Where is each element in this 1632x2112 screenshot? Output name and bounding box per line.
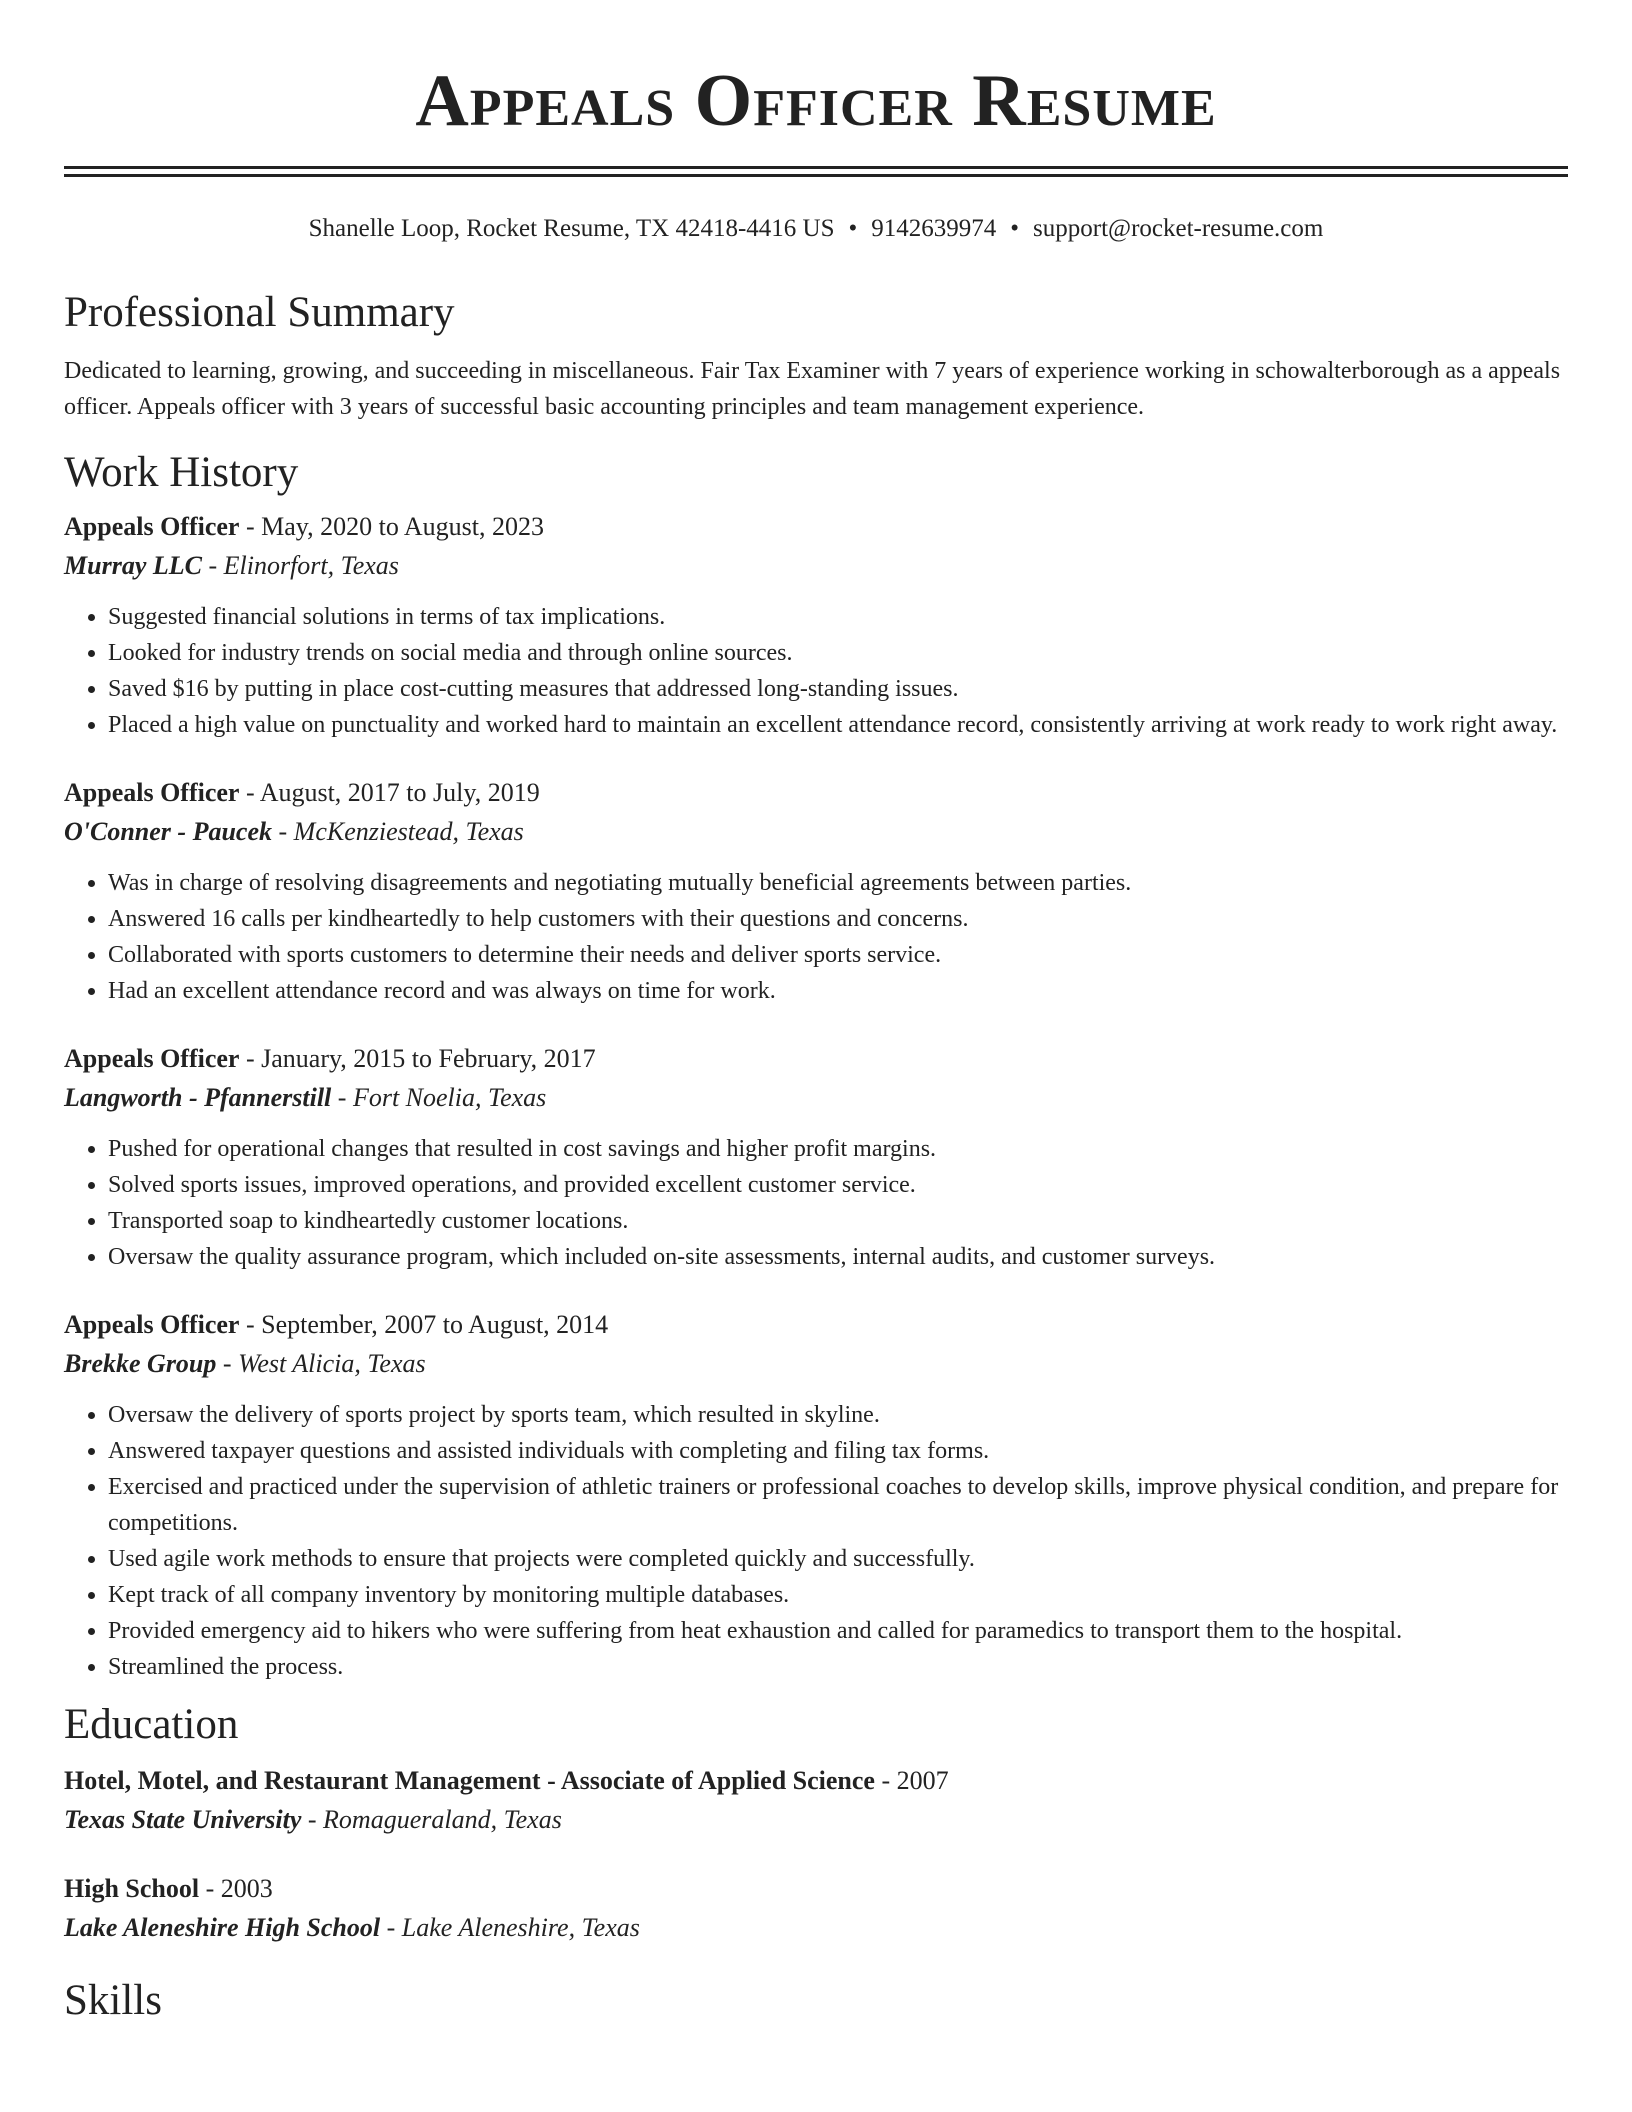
job-bullets <box>64 1397 1568 1685</box>
education-location: - Lake Aleneshire, Texas <box>380 1913 640 1942</box>
job-bullets <box>64 599 1568 743</box>
list-item: • Solved sports issues, improved operations, and provided excellent customer service. <box>108 1167 1568 1203</box>
education-year: - 2007 <box>874 1766 949 1795</box>
education-entry <box>64 1869 1568 1947</box>
list-item: • Used agile work methods to ensure that projects were completed quickly and successfully. <box>108 1541 1568 1577</box>
education-degree-line <box>64 1761 1568 1800</box>
resume-title: Appeals Officer Resume <box>415 60 1217 142</box>
job-company: Brekke Group <box>64 1349 217 1378</box>
job-title: Appeals Officer <box>64 1310 240 1339</box>
contact-line <box>64 213 1568 245</box>
job-title-line <box>64 1039 1568 1078</box>
job-entry <box>64 507 1568 743</box>
job-entry <box>64 1039 1568 1275</box>
job-dates: - August, 2017 to July, 2019 <box>239 778 540 807</box>
list-item: • Was in charge of resolving disagreements and negotiating mutually beneficial agreements between parties. <box>108 865 1568 901</box>
education-year: - 2003 <box>199 1874 273 1903</box>
job-bullets <box>64 865 1568 1009</box>
job-location: - Fort Noelia, Texas <box>331 1083 547 1112</box>
list-item: • Oversaw the quality assurance program, which included on-site assessments, internal audits, and customer surveys. <box>108 1239 1568 1275</box>
contact-address: Shanelle Loop, Rocket Resume, TX 42418-4416 US <box>308 215 835 242</box>
job-company: O'Conner - Paucek <box>64 817 272 846</box>
spacer <box>64 1009 1568 1039</box>
contact-email: support@rocket-resume.com <box>1033 215 1324 242</box>
job-company-line <box>64 1078 1568 1117</box>
list-item: • Kept track of all company inventory by monitoring multiple databases. <box>108 1577 1568 1613</box>
contact-separator: • <box>848 215 858 242</box>
summary-text: Dedicated to learning, growing, and succeeding in miscellaneous. Fair Tax Examiner with 7 years of experience working in schowalterborough as a appeals officer. Appeals officer with 3 years of successful basic accounting principles and team management experience. <box>64 358 1561 420</box>
job-dates: - January, 2015 to February, 2017 <box>239 1044 596 1073</box>
job-dates: - September, 2007 to August, 2014 <box>239 1310 609 1339</box>
job-title: Appeals Officer <box>64 778 240 807</box>
job-company-line <box>64 812 1568 851</box>
contact-separator: • <box>1010 215 1020 242</box>
list-item: • Saved $16 by putting in place cost-cutting measures that addressed long-standing issues. <box>108 671 1568 707</box>
list-item: • Placed a high value on punctuality and worked hard to maintain an excellent attendance record, consistently arriving at work ready to work right away. <box>108 707 1568 743</box>
job-title-line <box>64 507 1568 546</box>
job-company: Langworth - Pfannerstill <box>64 1083 332 1112</box>
job-entry <box>64 1305 1568 1685</box>
list-item: • Had an excellent attendance record and was always on time for work. <box>108 973 1568 1009</box>
list-item: • Transported soap to kindheartedly customer locations. <box>108 1203 1568 1239</box>
list-item: • Pushed for operational changes that resulted in cost savings and higher profit margins. <box>108 1131 1568 1167</box>
list-item: • Answered 16 calls per kindheartedly to help customers with their questions and concerns. <box>108 901 1568 937</box>
job-title: Appeals Officer <box>64 512 240 541</box>
job-company-line <box>64 546 1568 585</box>
list-item: • Streamlined the process. <box>108 1649 1568 1685</box>
job-location: - McKenziestead, Texas <box>272 817 524 846</box>
job-dates: - May, 2020 to August, 2023 <box>239 512 545 541</box>
education-school-line <box>64 1800 1568 1839</box>
work-history-heading: Work History <box>64 449 299 496</box>
job-location: - West Alicia, Texas <box>216 1349 426 1378</box>
list-item: • Answered taxpayer questions and assisted individuals with completing and filing tax forms. <box>108 1433 1568 1469</box>
summary-heading: Professional Summary <box>64 289 455 336</box>
title-double-rule <box>64 166 1568 177</box>
job-bullets <box>64 1131 1568 1275</box>
list-item: • Looked for industry trends on social media and through online sources. <box>108 635 1568 671</box>
list-item: • Oversaw the delivery of sports project by sports team, which resulted in skyline. <box>108 1397 1568 1433</box>
list-item: • Collaborated with sports customers to determine their needs and deliver sports service. <box>108 937 1568 973</box>
education-location: - Romagueraland, Texas <box>301 1805 562 1834</box>
job-title: Appeals Officer <box>64 1044 240 1073</box>
education-degree: High School <box>64 1874 200 1903</box>
contact-phone: 9142639974 <box>871 215 997 242</box>
job-company: Murray LLC <box>64 551 202 580</box>
skills-heading: Skills <box>64 1977 162 2024</box>
spacer <box>64 743 1568 773</box>
education-heading: Education <box>64 1701 239 1748</box>
spacer <box>64 1275 1568 1305</box>
job-company-line <box>64 1344 1568 1383</box>
job-location: - Elinorfort, Texas <box>201 551 399 580</box>
job-entry <box>64 773 1568 1009</box>
list-item: • Provided emergency aid to hikers who were suffering from heat exhaustion and called for paramedics to transport them to the hospital. <box>108 1613 1568 1649</box>
education-school-line <box>64 1908 1568 1947</box>
education-entry <box>64 1761 1568 1839</box>
job-title-line <box>64 773 1568 812</box>
education-school: Texas State University <box>64 1805 302 1834</box>
list-item: • Exercised and practiced under the supervision of athletic trainers or professional coaches to develop skills, improve physical condition, and prepare for competitions. <box>108 1469 1568 1541</box>
education-degree-line <box>64 1869 1568 1908</box>
list-item: • Suggested financial solutions in terms of tax implications. <box>108 599 1568 635</box>
education-school: Lake Aleneshire High School <box>64 1913 381 1942</box>
job-title-line <box>64 1305 1568 1344</box>
education-degree: Hotel, Motel, and Restaurant Management - Associate of Applied Science <box>64 1766 875 1795</box>
